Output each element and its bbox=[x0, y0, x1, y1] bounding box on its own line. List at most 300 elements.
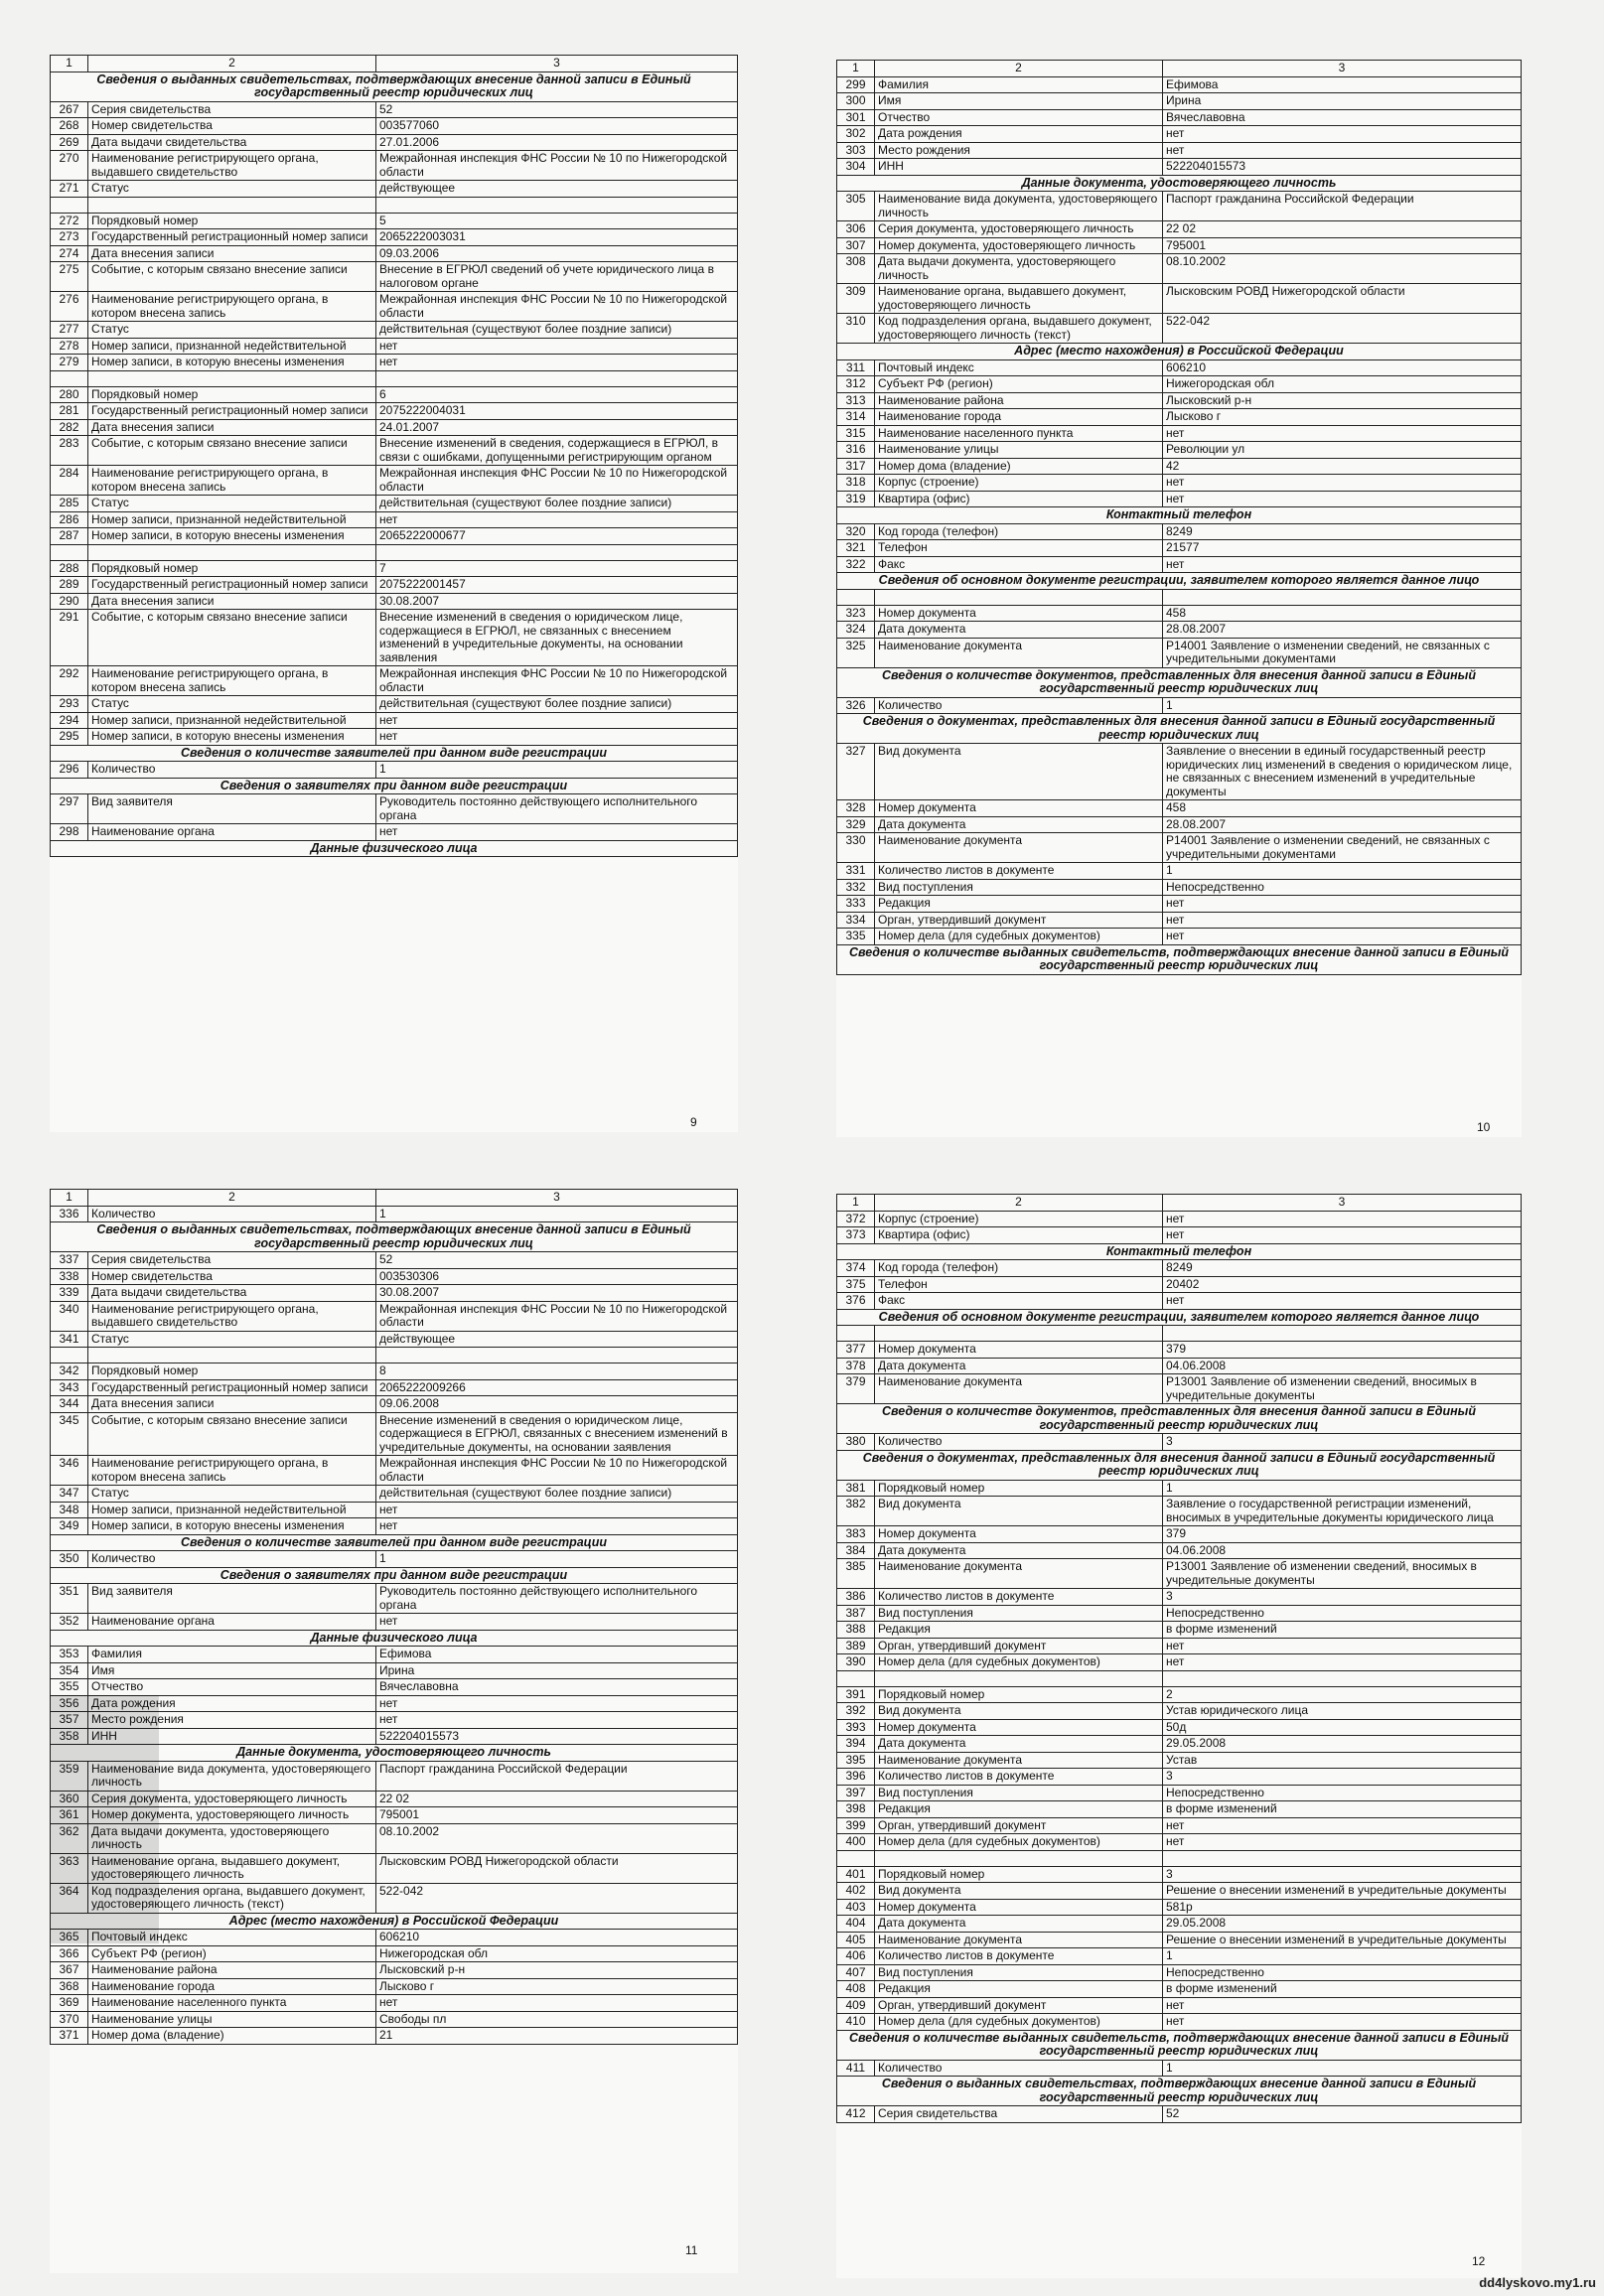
field-value: действительная (существуют более поздние записи) bbox=[376, 696, 738, 713]
table-row bbox=[837, 1654, 1522, 1671]
empty-cell bbox=[1163, 1850, 1522, 1866]
empty-cell bbox=[51, 544, 88, 560]
row-number: 284 bbox=[51, 466, 88, 496]
table-row bbox=[837, 1276, 1522, 1293]
row-number: 313 bbox=[837, 392, 875, 409]
row-number: 330 bbox=[837, 833, 875, 863]
table-row bbox=[837, 1526, 1522, 1543]
field-name: Вид заявителя bbox=[88, 794, 376, 824]
row-number: 399 bbox=[837, 1817, 875, 1834]
field-name: Код подразделения органа, выдавшего документ, удостоверяющего личность (текст) bbox=[88, 1883, 376, 1913]
field-value: Свободы пл bbox=[376, 2011, 738, 2028]
column-header-row bbox=[837, 1195, 1522, 1212]
field-value: нет bbox=[376, 1995, 738, 2012]
row-number: 312 bbox=[837, 376, 875, 393]
table-row bbox=[837, 912, 1522, 929]
field-name: Номер записи, признанной недействительной bbox=[88, 511, 376, 528]
scan-shadow bbox=[50, 1695, 159, 1943]
field-value: нет bbox=[1163, 1997, 1522, 2014]
field-value: 2 bbox=[1163, 1686, 1522, 1703]
field-value: 522-042 bbox=[1163, 314, 1522, 344]
table-row bbox=[837, 638, 1522, 667]
spacer-row bbox=[51, 197, 738, 213]
row-number: 338 bbox=[51, 1268, 88, 1285]
field-name: Вид документа bbox=[875, 1703, 1163, 1720]
field-name: Событие, с которым связано внесение записи bbox=[88, 610, 376, 666]
column-number: 2 bbox=[88, 56, 376, 72]
table-row bbox=[51, 355, 738, 371]
section-title: Сведения о выданных свидетельствах, подтверждающих внесение данной записи в Единый государственный реестр юридических лиц bbox=[837, 2077, 1522, 2106]
row-number: 327 bbox=[837, 744, 875, 800]
section-header-row bbox=[51, 1534, 738, 1551]
section-title: Данные физического лица bbox=[51, 1630, 738, 1647]
field-value: нет bbox=[1163, 1227, 1522, 1244]
field-name: Порядковый номер bbox=[88, 1363, 376, 1380]
row-number: 363 bbox=[51, 1853, 88, 1883]
field-name: Статус bbox=[88, 181, 376, 198]
table-row bbox=[51, 262, 738, 292]
field-value: Заявление о внесении в единый государственный реестр юридических лиц изменений в сведения о юридическом лице, не связанных с внесением изменений в учредительные документы bbox=[1163, 744, 1522, 800]
field-value: нет bbox=[1163, 1654, 1522, 1671]
empty-cell bbox=[376, 1348, 738, 1363]
table-row bbox=[837, 1834, 1522, 1851]
field-name: Наименование регистрирующего органа, выдавшего свидетельство bbox=[88, 1301, 376, 1331]
field-name: Наименование документа bbox=[875, 1932, 1163, 1948]
field-name: Количество листов в документе bbox=[875, 1589, 1163, 1606]
table-row bbox=[51, 794, 738, 824]
field-value: нет bbox=[1163, 1293, 1522, 1310]
field-value: Внесение в ЕГРЮЛ сведений об учете юридического лица в налоговом органе bbox=[376, 262, 738, 292]
field-value: 795001 bbox=[1163, 237, 1522, 254]
table-row bbox=[51, 213, 738, 229]
table-row bbox=[837, 1981, 1522, 1998]
table-row bbox=[837, 896, 1522, 913]
field-name: Квартира (офис) bbox=[875, 491, 1163, 507]
field-value: нет bbox=[376, 511, 738, 528]
field-name: Событие, с которым связано внесение записи bbox=[88, 1412, 376, 1456]
field-value: 2075222001457 bbox=[376, 577, 738, 594]
field-name: Факс bbox=[875, 556, 1163, 573]
field-value: Вячеславовна bbox=[376, 1679, 738, 1696]
field-name: Порядковый номер bbox=[88, 386, 376, 403]
table-row bbox=[51, 1647, 738, 1663]
table-row bbox=[51, 1252, 738, 1269]
field-name: Дата документа bbox=[875, 1358, 1163, 1374]
row-number: 297 bbox=[51, 794, 88, 824]
table-row bbox=[837, 1542, 1522, 1559]
field-value: 3 bbox=[1163, 1769, 1522, 1786]
registry-table bbox=[50, 55, 738, 857]
field-value: 28.08.2007 bbox=[1163, 622, 1522, 639]
field-value: 1 bbox=[1163, 863, 1522, 880]
table-row bbox=[837, 1719, 1522, 1736]
field-value: 2075222004031 bbox=[376, 403, 738, 420]
section-header-row bbox=[51, 1630, 738, 1647]
page-12 bbox=[836, 1194, 1522, 2278]
field-name: Дата выдачи свидетельства bbox=[88, 1285, 376, 1302]
section-title: Сведения о количестве выданных свидетельств, подтверждающих внесение данной записи в Единый государственный реестр юридических лиц bbox=[837, 944, 1522, 974]
field-name: Наименование органа, выдавшего документ, удостоверяющего личность bbox=[88, 1853, 376, 1883]
table-row bbox=[51, 762, 738, 779]
table-row bbox=[51, 118, 738, 135]
field-value: 42 bbox=[1163, 458, 1522, 475]
row-number: 403 bbox=[837, 1899, 875, 1916]
row-number: 304 bbox=[837, 159, 875, 176]
table-row bbox=[51, 2011, 738, 2028]
table-row bbox=[837, 929, 1522, 945]
field-name: Количество листов в документе bbox=[875, 1948, 1163, 1965]
row-number: 273 bbox=[51, 229, 88, 246]
table-row bbox=[837, 1342, 1522, 1359]
field-name: Редакция bbox=[875, 896, 1163, 913]
table-row bbox=[51, 712, 738, 729]
field-value: 581р bbox=[1163, 1899, 1522, 1916]
table-row bbox=[51, 1614, 738, 1631]
field-value: действительная (существуют более поздние записи) bbox=[376, 496, 738, 512]
row-number: 346 bbox=[51, 1456, 88, 1486]
row-number: 322 bbox=[837, 556, 875, 573]
table-row bbox=[51, 2028, 738, 2045]
table-row bbox=[837, 556, 1522, 573]
section-title: Данные физического лица bbox=[51, 840, 738, 857]
table-row bbox=[51, 696, 738, 713]
empty-cell bbox=[1163, 589, 1522, 605]
field-value: Решение о внесении изменений в учредительные документы bbox=[1163, 1932, 1522, 1948]
row-number: 272 bbox=[51, 213, 88, 229]
table-row bbox=[51, 386, 738, 403]
table-row bbox=[837, 1638, 1522, 1654]
field-name: Статус bbox=[88, 1486, 376, 1503]
section-title: Сведения об основном документе регистрации, заявителем которого является данное лицо bbox=[837, 573, 1522, 590]
table-row bbox=[837, 1559, 1522, 1589]
table-row bbox=[837, 1997, 1522, 2014]
section-title: Адрес (место нахождения) в Российской Федерации bbox=[51, 1913, 738, 1930]
row-number: 376 bbox=[837, 1293, 875, 1310]
row-number: 410 bbox=[837, 2014, 875, 2031]
field-value: 08.10.2002 bbox=[376, 1823, 738, 1853]
table-row bbox=[51, 824, 738, 841]
field-name: Наименование регистрирующего органа, в котором внесена запись bbox=[88, 466, 376, 496]
column-number: 3 bbox=[376, 56, 738, 72]
row-number: 383 bbox=[837, 1526, 875, 1543]
field-value: нет bbox=[376, 1614, 738, 1631]
field-value: 22 02 bbox=[1163, 221, 1522, 238]
field-value: 21 bbox=[376, 2028, 738, 2045]
section-title: Сведения о количестве заявителей при данном виде регистрации bbox=[51, 745, 738, 762]
field-name: Номер дома (владение) bbox=[875, 458, 1163, 475]
section-header-row bbox=[51, 745, 738, 762]
section-header-row bbox=[51, 72, 738, 101]
table-row bbox=[837, 1686, 1522, 1703]
field-name: Серия свидетельства bbox=[88, 101, 376, 118]
field-value: нет bbox=[1163, 142, 1522, 159]
field-value: 003530306 bbox=[376, 1268, 738, 1285]
field-name: Вид документа bbox=[875, 1497, 1163, 1526]
row-number: 379 bbox=[837, 1374, 875, 1404]
column-header-row bbox=[51, 56, 738, 72]
field-value: 458 bbox=[1163, 605, 1522, 622]
field-name: Дата внесения записи bbox=[88, 419, 376, 436]
page-number: 12 bbox=[1472, 2254, 1486, 2268]
field-value: Ефимова bbox=[1163, 76, 1522, 93]
section-title: Данные документа, удостоверяющего личность bbox=[837, 175, 1522, 192]
field-value: в форме изменений bbox=[1163, 1981, 1522, 1998]
page-9 bbox=[50, 55, 738, 1132]
row-number: 361 bbox=[51, 1807, 88, 1824]
field-value: 2065222009266 bbox=[376, 1379, 738, 1396]
field-value: Решение о внесении изменений в учредительные документы bbox=[1163, 1883, 1522, 1900]
row-number: 368 bbox=[51, 1978, 88, 1995]
field-value: Внесение изменений в сведения о юридическом лице, содержащиеся в ЕГРЮЛ, связанных с внесением изменений в учредительные документы, на основании заявления bbox=[376, 1412, 738, 1456]
field-name: Субъект РФ (регион) bbox=[875, 376, 1163, 393]
field-value: Заявление о государственной регистрации изменений, вносимых в учредительные документы юридического лица bbox=[1163, 1497, 1522, 1526]
field-value: 1 bbox=[1163, 1948, 1522, 1965]
field-name: Дата выдачи документа, удостоверяющего личность bbox=[88, 1823, 376, 1853]
field-name: Место рождения bbox=[88, 1712, 376, 1729]
section-header-row bbox=[837, 1243, 1522, 1260]
section-title: Сведения о выданных свидетельствах, подтверждающих внесение данной записи в Единый государственный реестр юридических лиц bbox=[51, 72, 738, 101]
field-name: ИНН bbox=[88, 1728, 376, 1745]
row-number: 333 bbox=[837, 896, 875, 913]
table-row bbox=[837, 284, 1522, 314]
field-value: нет bbox=[376, 729, 738, 746]
row-number: 271 bbox=[51, 181, 88, 198]
field-name: Наименование населенного пункта bbox=[88, 1995, 376, 2012]
section-header-row bbox=[837, 667, 1522, 697]
field-name: Редакция bbox=[875, 1801, 1163, 1818]
field-name: Дата внесения записи bbox=[88, 245, 376, 262]
empty-cell bbox=[1163, 1326, 1522, 1342]
column-number: 2 bbox=[875, 61, 1163, 77]
field-value: 52 bbox=[376, 101, 738, 118]
row-number: 366 bbox=[51, 1945, 88, 1962]
row-number: 404 bbox=[837, 1916, 875, 1933]
table-row bbox=[837, 1866, 1522, 1883]
row-number: 394 bbox=[837, 1736, 875, 1753]
table-row bbox=[51, 577, 738, 594]
field-name: Наименование вида документа, удостоверяющего личность bbox=[875, 192, 1163, 221]
table-row bbox=[51, 466, 738, 496]
field-value: нет bbox=[376, 355, 738, 371]
field-name: Государственный регистрационный номер записи bbox=[88, 577, 376, 594]
field-name: Наименование регистрирующего органа, в котором внесена запись bbox=[88, 666, 376, 696]
table-row bbox=[837, 392, 1522, 409]
field-name: Фамилия bbox=[88, 1647, 376, 1663]
table-row bbox=[51, 245, 738, 262]
field-value: в форме изменений bbox=[1163, 1801, 1522, 1818]
field-name: Наименование города bbox=[875, 409, 1163, 426]
row-number: 311 bbox=[837, 359, 875, 376]
column-number: 3 bbox=[1163, 1195, 1522, 1212]
field-value: нет bbox=[376, 712, 738, 729]
table-row bbox=[837, 1932, 1522, 1948]
field-name: Номер свидетельства bbox=[88, 1268, 376, 1285]
table-row bbox=[837, 540, 1522, 557]
section-header-row bbox=[837, 175, 1522, 192]
field-name: Наименование города bbox=[88, 1978, 376, 1995]
field-value: нет bbox=[1163, 126, 1522, 143]
field-name: Дата документа bbox=[875, 816, 1163, 833]
row-number: 345 bbox=[51, 1412, 88, 1456]
field-name: Серия свидетельства bbox=[875, 2106, 1163, 2123]
field-value: Непосредственно bbox=[1163, 1605, 1522, 1622]
field-name: Номер документа bbox=[875, 1719, 1163, 1736]
row-number: 398 bbox=[837, 1801, 875, 1818]
column-number: 3 bbox=[1163, 61, 1522, 77]
row-number: 279 bbox=[51, 355, 88, 371]
field-name: Государственный регистрационный номер записи bbox=[88, 229, 376, 246]
table-row bbox=[837, 221, 1522, 238]
field-value: Устав bbox=[1163, 1752, 1522, 1769]
section-header-row bbox=[837, 344, 1522, 360]
field-name: Субъект РФ (регион) bbox=[88, 1945, 376, 1962]
table-row bbox=[51, 1268, 738, 1285]
field-name: Номер дома (владение) bbox=[88, 2028, 376, 2045]
field-value: 52 bbox=[1163, 2106, 1522, 2123]
table-row bbox=[837, 475, 1522, 492]
row-number: 289 bbox=[51, 577, 88, 594]
empty-cell bbox=[376, 197, 738, 213]
field-name: Номер документа, удостоверяющего личность bbox=[875, 237, 1163, 254]
empty-cell bbox=[1163, 1670, 1522, 1686]
spacer-row bbox=[51, 370, 738, 386]
row-number: 291 bbox=[51, 610, 88, 666]
table-row bbox=[837, 159, 1522, 176]
field-value: 04.06.2008 bbox=[1163, 1542, 1522, 1559]
table-row bbox=[837, 1358, 1522, 1374]
table-row bbox=[51, 151, 738, 181]
row-number: 407 bbox=[837, 1964, 875, 1981]
field-value: 29.05.2008 bbox=[1163, 1916, 1522, 1933]
field-value: 1 bbox=[376, 1551, 738, 1568]
section-header-row bbox=[837, 507, 1522, 524]
table-row bbox=[837, 2106, 1522, 2123]
field-name: Наименование органа, выдавшего документ, удостоверяющего личность bbox=[875, 284, 1163, 314]
field-name: Вид поступления bbox=[875, 1785, 1163, 1801]
table-row bbox=[51, 1412, 738, 1456]
field-name: Номер документа bbox=[875, 1342, 1163, 1359]
row-number: 409 bbox=[837, 1997, 875, 2014]
row-number: 335 bbox=[837, 929, 875, 945]
field-name: Наименование улицы bbox=[88, 2011, 376, 2028]
field-name: Статус bbox=[88, 696, 376, 713]
row-number: 295 bbox=[51, 729, 88, 746]
field-value: 522204015573 bbox=[376, 1728, 738, 1745]
row-number: 389 bbox=[837, 1638, 875, 1654]
section-header-row bbox=[837, 2077, 1522, 2106]
row-number: 357 bbox=[51, 1712, 88, 1729]
row-number: 280 bbox=[51, 386, 88, 403]
table-row bbox=[837, 1916, 1522, 1933]
section-header-row bbox=[51, 1222, 738, 1252]
table-row bbox=[837, 491, 1522, 507]
row-number: 326 bbox=[837, 697, 875, 714]
row-number: 378 bbox=[837, 1358, 875, 1374]
field-name: Статус bbox=[88, 322, 376, 339]
column-number: 1 bbox=[51, 1190, 88, 1207]
row-number: 276 bbox=[51, 292, 88, 322]
section-title: Сведения о выданных свидетельствах, подтверждающих внесение данной записи в Единый государственный реестр юридических лиц bbox=[51, 1222, 738, 1252]
field-value: 522-042 bbox=[376, 1883, 738, 1913]
section-header-row bbox=[837, 1309, 1522, 1326]
field-value: нет bbox=[1163, 1834, 1522, 1851]
field-name: Редакция bbox=[875, 1981, 1163, 1998]
row-number: 347 bbox=[51, 1486, 88, 1503]
field-name: Номер дела (для судебных документов) bbox=[875, 929, 1163, 945]
section-title: Сведения о количестве документов, представленных для внесения данной записи в Единый государственный реестр юридических лиц bbox=[837, 667, 1522, 697]
field-value: Революции ул bbox=[1163, 442, 1522, 459]
field-name: Почтовый индекс bbox=[88, 1930, 376, 1946]
table-row bbox=[837, 523, 1522, 540]
field-value: действующее bbox=[376, 1331, 738, 1348]
row-number: 374 bbox=[837, 1260, 875, 1277]
table-row bbox=[51, 528, 738, 545]
field-value: Внесение изменений в сведения о юридическом лице, содержащиеся в ЕГРЮЛ, не связанных с внесением изменений в учредительные документы, на основании заявления bbox=[376, 610, 738, 666]
field-value: Ирина bbox=[376, 1662, 738, 1679]
row-number: 270 bbox=[51, 151, 88, 181]
column-number: 1 bbox=[51, 56, 88, 72]
field-name: Количество bbox=[88, 1206, 376, 1222]
spacer-row bbox=[51, 1348, 738, 1363]
table-row bbox=[837, 409, 1522, 426]
row-number: 390 bbox=[837, 1654, 875, 1671]
field-name: Количество bbox=[88, 762, 376, 779]
table-row bbox=[51, 181, 738, 198]
field-name: Наименование населенного пункта bbox=[875, 425, 1163, 442]
table-row bbox=[51, 322, 738, 339]
row-number: 336 bbox=[51, 1206, 88, 1222]
table-row bbox=[51, 610, 738, 666]
table-row bbox=[51, 496, 738, 512]
field-name: Номер записи, признанной недействительной bbox=[88, 338, 376, 355]
field-value: 2065222003031 bbox=[376, 229, 738, 246]
table-row bbox=[51, 338, 738, 355]
row-number: 400 bbox=[837, 1834, 875, 1851]
table-row bbox=[837, 1964, 1522, 1981]
table-row bbox=[837, 2014, 1522, 2031]
field-value: 27.01.2006 bbox=[376, 134, 738, 151]
table-row bbox=[51, 593, 738, 610]
field-name: Наименование регистрирующего органа, в котором внесена запись bbox=[88, 292, 376, 322]
row-number: 380 bbox=[837, 1434, 875, 1451]
field-value: 8249 bbox=[1163, 523, 1522, 540]
row-number: 377 bbox=[837, 1342, 875, 1359]
field-name: Количество листов в документе bbox=[875, 863, 1163, 880]
section-title: Контактный телефон bbox=[837, 1243, 1522, 1260]
row-number: 387 bbox=[837, 1605, 875, 1622]
table-row bbox=[837, 1883, 1522, 1900]
field-value: нет bbox=[1163, 1817, 1522, 1834]
table-row bbox=[837, 1480, 1522, 1497]
spacer-row bbox=[837, 589, 1522, 605]
field-name: Фамилия bbox=[875, 76, 1163, 93]
table-row bbox=[51, 1502, 738, 1518]
row-number: 382 bbox=[837, 1497, 875, 1526]
row-number: 384 bbox=[837, 1542, 875, 1559]
section-header-row bbox=[51, 778, 738, 794]
field-name: Наименование документа bbox=[875, 1374, 1163, 1404]
field-name: Отчество bbox=[875, 109, 1163, 126]
table-row bbox=[837, 879, 1522, 896]
field-value: 1 bbox=[376, 1206, 738, 1222]
table-row bbox=[51, 1206, 738, 1222]
field-value: Непосредственно bbox=[1163, 1964, 1522, 1981]
row-number: 285 bbox=[51, 496, 88, 512]
row-number: 287 bbox=[51, 528, 88, 545]
field-value: 6 bbox=[376, 386, 738, 403]
row-number: 283 bbox=[51, 436, 88, 466]
field-name: Орган, утвердивший документ bbox=[875, 912, 1163, 929]
